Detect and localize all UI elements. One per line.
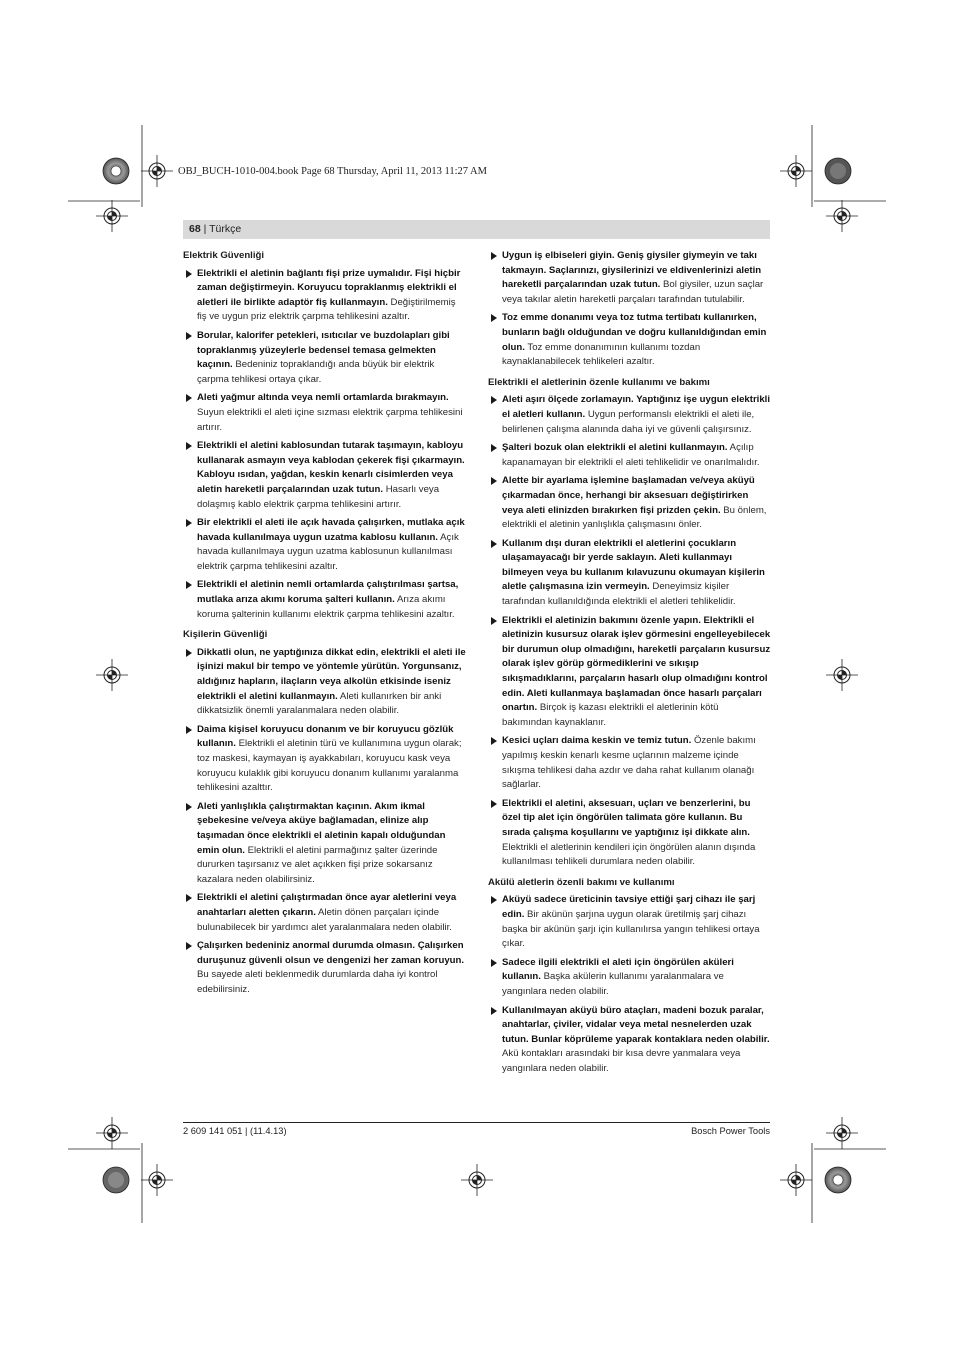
- bullet-explanation: Toz emme donanımının kullanımı tozdan kaynaklanabilecek tehlikeleri azaltır.: [502, 341, 701, 368]
- bullet-item: [488, 956, 771, 1000]
- bullet-instruction: Elektrikli el aletinin bağlantı fişi prize uymalıdır. Fişi hiçbir zaman değiştirmeyin. Koruyucu topraklanmış elektrikli el aletleri ile birlikte adaptör fiş kullanmayın.: [197, 267, 461, 308]
- section-heading: Elektrik Güvenliği: [183, 250, 265, 261]
- bullet-item: [488, 474, 771, 532]
- triangle-bullet-icon: [491, 444, 497, 452]
- bullet-instruction: Dikkatli olun, ne yaptığınıza dikkat edin, elektrikli el aleti ile işinizi makul bir tempo ve yöntemle yürütün. Yorgunsanız, aldığınız hapların, ilaçların veya alkolün etkisinde iseniz elektrikli el aletini kullanmayın.: [197, 646, 466, 702]
- left-column: [183, 249, 466, 1002]
- bullet-explanation: Birçok iş kazası elektrikli el aletlerinin kötü bakımından kaynaklanır.: [502, 702, 719, 728]
- triangle-bullet-icon: [186, 332, 192, 340]
- bullet-item: [488, 249, 771, 307]
- bullet-explanation: Bu sayede aleti beklenmedik durumlarda daha iyi kontrol edebilirsiniz.: [197, 969, 438, 995]
- triangle-bullet-icon: [491, 896, 497, 904]
- bullet-explanation: Aletin dönen parçaları içinde bulunabilecek bir yardımcı alet yaralanmalara neden olabilir.: [197, 906, 452, 933]
- triangle-bullet-icon: [491, 477, 497, 485]
- triangle-bullet-icon: [186, 803, 192, 811]
- bullet-explanation: Hasarlı veya dolaşmış kablo elektrik çarpma tehlikesini artırır.: [197, 483, 440, 510]
- triangle-bullet-icon: [186, 394, 192, 402]
- section-heading: Elektrikli el aletlerinin özenle kullanımı ve bakımı: [488, 376, 710, 388]
- bullet-instruction: Elektrikli el aletinin nemli ortamlarda çalıştırılması şartsa, mutlaka arıza akımı koruma şalteri kullanın.: [197, 579, 459, 606]
- bullet-explanation: Elektrikli el aletlerinin kendileri için öngörülen alanın dışında kullanılması tehlikeli durumlara neden olabilir.: [502, 841, 756, 868]
- bullet-instruction: Elektrikli el aletini çalıştırmadan önce ayar aletlerini veya anahtarları aletten çıkarın.: [197, 892, 457, 918]
- triangle-bullet-icon: [186, 270, 192, 278]
- page-header-text: [189, 223, 241, 235]
- bullet-instruction: Elektrikli el aletinizin bakımını özenle yapın. Elektrikli el aletinizin kusursuz olarak işlev görmesini engelleyebilecek bir durumun olup olmadığını, hareketli parçaların kusursuz olarak işlev görüp görmediklerini ve sıkışıp sıkışmadıklarını, parçaların hasarlı olup olmadığını kontrol edin. Aleti kullanmaya başlamadan önce hasarlı parçaları onartın.: [502, 614, 771, 714]
- triangle-bullet-icon: [491, 737, 497, 745]
- bullet-item: [183, 939, 466, 997]
- triangle-bullet-icon: [186, 581, 192, 589]
- bullet-item: [488, 311, 771, 369]
- bullet-explanation: Başka akülerin kullanımı yaralanmalara ve yangınlara neden olabilir.: [502, 971, 724, 997]
- bullet-instruction: Aleti aşırı ölçede zorlamayın. Yaptığınız işe uygun elektrikli el aletleri kullanın.: [502, 394, 771, 420]
- bullet-item: [488, 1004, 771, 1077]
- triangle-bullet-icon: [186, 942, 192, 950]
- bullet-instruction: Kullanılmayan aküyü büro ataçları, madeni bozuk paralar, anahtarlar, çiviler, vidalar veya metal nesnelerden uzak tutun. Bunlar köprüleme yaparak kontaklara neden olabilir.: [502, 1004, 770, 1045]
- triangle-bullet-icon: [186, 442, 192, 450]
- bullet-instruction: Alette bir ayarlama işlemine başlamadan ve/veya aküyü çıkarmadan önce, herhangi bir aksesuarı değiştirirken veya aleti elinizden bırakırken fişi prizden çekin.: [502, 475, 755, 516]
- bullet-explanation: Uygun performanslı elektrikli el aleti ile, belirlenen çalışma alanında daha iyi ve güvenli çalışırsınız.: [502, 408, 755, 435]
- triangle-bullet-icon: [491, 252, 497, 260]
- bullet-instruction: Şalteri bozuk olan elektrikli el aletini kullanmayın.: [502, 442, 728, 454]
- bullet-explanation: Bu önlem, elektrikli el aletinin yanlışlıkla çalışmasını önler.: [502, 504, 767, 531]
- bullet-item: [183, 329, 466, 387]
- bullet-item: [183, 800, 466, 888]
- bullet-item: [488, 797, 771, 870]
- bullet-instruction: Sadece ilgili elektrikli el aleti için öngörülen aküleri kullanın.: [502, 956, 734, 983]
- triangle-bullet-icon: [186, 894, 192, 902]
- bullet-item: [183, 578, 466, 622]
- right-column: [488, 249, 771, 1080]
- bullet-instruction: Kullanım dışı duran elektrikli el aletlerini çocukların ulaşamayacağı bir yerde saklayın. Aleti kullanmayı bilmeyen veya bu kullanım kılavuzunu okumayan kişilerin aletle çalışmasına izin vermeyin.: [502, 537, 765, 593]
- triangle-bullet-icon: [491, 1007, 497, 1015]
- bullet-item: [488, 614, 771, 731]
- bullet-explanation: Bol giysiler, uzun saçlar veya takılar aletin hareketli parçaları tarafından tutulabilir.: [502, 279, 764, 305]
- bullet-item: [488, 393, 771, 437]
- print-slug: OBJ_BUCH-1010-004.book Page 68 Thursday, April 11, 2013 11:27 AM: [178, 166, 487, 177]
- bullet-instruction: Aleti yağmur altında veya nemli ortamlarda bırakmayın.: [197, 392, 449, 404]
- bullet-item: [183, 646, 466, 719]
- page-number: 68: [189, 223, 201, 235]
- bullet-item: [183, 267, 466, 325]
- bullet-instruction: Toz emme donanımı veya toz tutma tertibatı kullanırken, bunların bağlı olduğundan ve doğru kullanıldığından emin olun.: [502, 312, 767, 353]
- triangle-bullet-icon: [491, 959, 497, 967]
- bullet-explanation: Elektrikli el aletinin türü ve kullanımına uygun olarak; toz maskesi, kaymayan iş ayakkabıları, koruyucu kask veya koruyucu kulaklık gibi koruyucu donanım kullanımı yaralanma tehlikesini azalttır.: [197, 738, 462, 794]
- header-separator: |: [200, 223, 210, 235]
- bullet-instruction: Borular, kalorifer petekleri, ısıtıcılar ve buzdolapları gibi topraklanmış yüzeylerle bedensel temasa gelmekten kaçının.: [197, 329, 450, 371]
- section-heading: Akülü aletlerin özenli bakımı ve kullanımı: [488, 876, 675, 888]
- bullet-instruction: Kesici uçları daima keskin ve temiz tutun.: [502, 735, 692, 747]
- bullet-instruction: Elektrikli el aletini kablosundan tutarak taşımayın, kabloyu kullanarak asmayın veya kablodan çekerek fişi çıkarmayın. Kabloyu ısıdan, yağdan, keskin kenarlı cisimlerden veya aletin hareketli parçalarından uzak tutun.: [197, 440, 465, 495]
- bullet-item: [488, 537, 771, 610]
- bullet-instruction: Daima kişisel koruyucu donanım ve bir koruyucu gözlük kullanın.: [197, 723, 454, 750]
- triangle-bullet-icon: [491, 800, 497, 808]
- bullet-explanation: Arıza akımı koruma şalterinin kullanımı elektrik çarpma tehlikesini azaltır.: [197, 594, 455, 620]
- footer-rule: [183, 1122, 770, 1123]
- bullet-item: [183, 516, 466, 574]
- bullet-explanation: Bedeniniz topraklandığı anda büyük bir elektrik çarpma tehlikesi ortaya çıkar.: [197, 359, 435, 385]
- bullet-item: [183, 723, 466, 796]
- bullet-explanation: Akü kontakları arasındaki bir kısa devre yanmalara veya yangınlara neden olabilir.: [502, 1048, 741, 1074]
- footer-brand: Bosch Power Tools: [691, 1126, 770, 1136]
- bullet-instruction: Aküyü sadece üreticinin tavsiye ettiği şarj cihazı ile şarj edin.: [502, 894, 756, 920]
- bullet-item: [183, 891, 466, 935]
- bullet-instruction: Uygun iş elbiseleri giyin. Geniş giysiler giymeyin ve takı takmayın. Saçlarınızı, giysilerinizi ve eldivenlerinizi aletin hareketli parçalarından uzak tutun.: [502, 250, 762, 291]
- triangle-bullet-icon: [186, 726, 192, 734]
- bullet-explanation: Açık havada kullanılmaya uygun uzatma kablosunun kullanılması elektrik çarpma tehlikesini azaltır.: [197, 531, 459, 572]
- page-header: [183, 220, 770, 239]
- bullet-explanation: Özenle bakımı yapılmış keskin kenarlı kesme uçlarının malzeme içinde sıkışma tehlikesi daha azdır ve daha rahat kullanım olanağı sağlarlar.: [502, 735, 756, 791]
- triangle-bullet-icon: [491, 540, 497, 548]
- bullet-instruction: Aleti yanlışlıkla çalıştırmaktan kaçının. Akım ikmal şebekesine ve/veya aküye bağlamadan, elinize alıp taşımadan önce elektrikli el aletinin kapalı olduğundan emin olun.: [197, 800, 446, 856]
- bullet-explanation: Aleti kullanırken bir anki dikkatsizlik önemli yaralanmalara neden olabilir.: [197, 690, 442, 717]
- triangle-bullet-icon: [491, 617, 497, 625]
- bullet-item: [183, 391, 466, 435]
- bullet-explanation: Elektrikli el aletini parmağınız şalter üzerinde dururken taşırsanız ve alet açıkken fişi prize sokarsanız kazalara neden olabilirsiniz.: [197, 844, 438, 885]
- bullet-instruction: Bir elektrikli el aleti ile açık havada çalışırken, mutlaka açık havada kullanılmaya uygun uzatma kablosu kullanın.: [197, 517, 465, 543]
- bullet-item: [488, 734, 771, 792]
- bullet-explanation: Açılıp kapanamayan bir elektrikli el aleti tehlikelidir ve onarılmalıdır.: [502, 442, 760, 468]
- triangle-bullet-icon: [491, 314, 497, 322]
- bullet-explanation: Değiştirilmemiş fiş ve uygun priz elektrik çarpma tehlikesini azaltır.: [197, 296, 456, 323]
- bullet-item: [488, 441, 771, 470]
- triangle-bullet-icon: [186, 649, 192, 657]
- page-language: Türkçe: [209, 223, 242, 235]
- triangle-bullet-icon: [491, 396, 497, 404]
- bullet-explanation: Suyun elektrikli el aleti içine sızması elektrik çarpma tehlikesini artırır.: [197, 406, 463, 433]
- bullet-item: [183, 439, 466, 512]
- bullet-explanation: Deneyimsiz kişiler tarafından kullanıldığında elektrikli el aletleri tehlikelidir.: [502, 581, 736, 608]
- bullet-item: [488, 893, 771, 951]
- bullet-instruction: Elektrikli el aletini, aksesuarı, uçları ve benzerlerini, bu özel tip alet için öngörülen talimata göre kullanın. Bu sırada çalışma koşullarını ve yaptığınız işi dikkate alın.: [502, 797, 751, 838]
- section-heading: Kişilerin Güvenliği: [183, 629, 268, 641]
- triangle-bullet-icon: [186, 519, 192, 527]
- footer-doc-number: 2 609 141 051 | (11.4.13): [183, 1126, 287, 1136]
- bullet-instruction: Çalışırken bedeniniz anormal durumda olmasın. Çalışırken duruşunuz güvenli olsun ve dengenizi her zaman koruyun.: [197, 940, 465, 966]
- bullet-explanation: Bir akünün şarjına uygun olarak üretilmiş şarj cihazı başka bir akünün şarjı için kullanılırsa yangın tehlikesi ortaya çıkar.: [502, 908, 760, 950]
